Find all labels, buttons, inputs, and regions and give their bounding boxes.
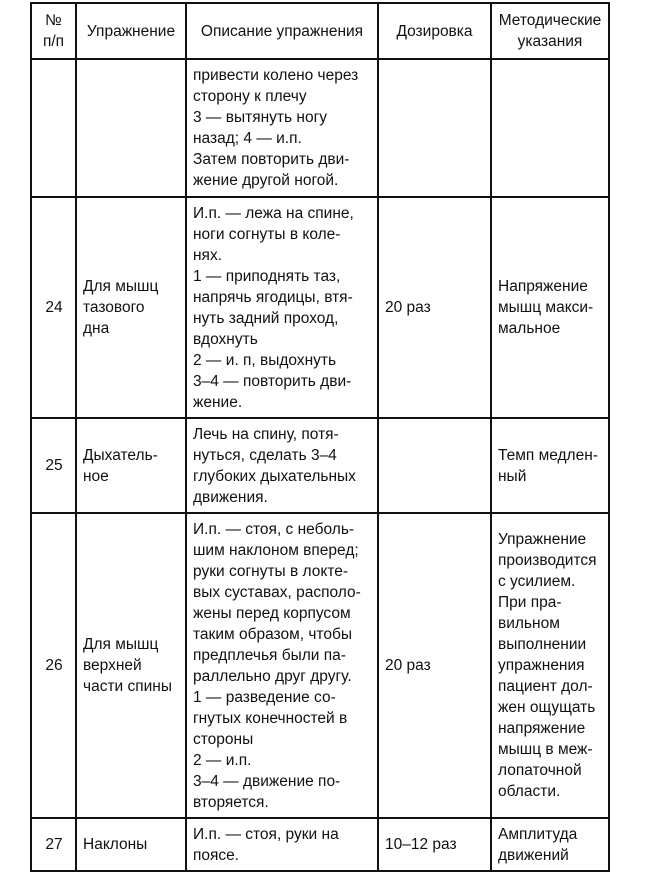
cell-number: 25 (31, 418, 76, 513)
cell-description-line: привести колено через (193, 67, 359, 84)
table-row (31, 59, 609, 197)
cell-notes-line: жен ощущать (498, 699, 596, 716)
cell-notes-line: При пра- (498, 594, 562, 611)
cell-notes-line: вильном (498, 615, 560, 632)
table-header-row (31, 3, 609, 59)
cell-notes-line: выполнении (498, 636, 587, 653)
table-row (31, 197, 609, 418)
cell-description-line: Лечь на спину, потя- (193, 425, 339, 443)
cell-description-line: И.п. — стоя, руки на (193, 825, 339, 843)
cell-notes-line: ный (498, 467, 527, 485)
cell-notes-line: движений (498, 846, 569, 864)
cell-description (186, 513, 378, 818)
cell-description-line: вых суставах, располо- (193, 583, 361, 601)
cell-notes-line: с усилием. (498, 573, 576, 590)
header-exercise: Упражнение (76, 3, 186, 59)
header-dosage: Дозировка (378, 3, 491, 59)
cell-notes-line: пациент дол- (498, 678, 593, 695)
cell-exercise-line: Для мышц (83, 278, 159, 295)
cell-description-line: И.п. — стоя, с неболь- (193, 520, 355, 538)
cell-description-line: глубоких дыхательных (193, 467, 356, 485)
cell-description-line: вторяется. (193, 793, 269, 811)
cell-description-line: 1 — приподнять таз, (193, 267, 341, 285)
cell-notes (491, 513, 609, 818)
cell-description-line: шим наклоном вперед; (193, 541, 359, 559)
cell-exercise-line: Наклоны (83, 836, 148, 853)
cell-number: 24 (31, 197, 76, 418)
cell-description-line: жение другой ногой. (193, 172, 339, 189)
cell-exercise (76, 418, 186, 513)
cell-description (186, 197, 378, 418)
cell-notes-line: мальное (498, 320, 561, 337)
cell-exercise (76, 818, 186, 871)
cell-description (186, 59, 378, 197)
cell-notes-line: мышц макси- (498, 299, 594, 316)
cell-notes (491, 418, 609, 513)
cell-notes-line: Напряжение (498, 278, 588, 295)
cell-description-line: раллельно друг другу. (193, 667, 352, 685)
cell-notes-line: упражнения (498, 657, 585, 674)
cell-exercise-line: тазового (83, 299, 145, 316)
cell-description (186, 818, 378, 871)
table-row (31, 818, 609, 871)
cell-notes-line: напряжение (498, 720, 586, 737)
cell-number: 26 (31, 513, 76, 818)
cell-description-line: жены перед корпусом (193, 604, 351, 622)
cell-description-line: И.п. — лежа на спине, (193, 204, 354, 222)
header-description: Описание упражнения (186, 3, 378, 59)
cell-notes-line: Амплитуда (498, 825, 578, 843)
cell-description-line: ноги согнуты в коле- (193, 225, 341, 243)
cell-exercise (76, 513, 186, 818)
cell-description-line: нуться, сделать 3–4 (193, 446, 337, 464)
cell-description-line: назад; 4 — и.п. (193, 130, 302, 147)
cell-dosage: 20 раз (378, 513, 491, 818)
cell-description-line: Затем повторить дви- (193, 151, 350, 168)
cell-description-line: сторону к плечу (193, 88, 307, 105)
cell-description (186, 418, 378, 513)
cell-description-line: стороны (193, 730, 254, 748)
cell-exercise (76, 197, 186, 418)
cell-description-line: движения. (193, 488, 268, 506)
cell-notes (491, 59, 609, 197)
exercise-table (30, 2, 610, 872)
cell-dosage (378, 59, 491, 197)
cell-description-line: 2 — и.п. (193, 751, 252, 769)
cell-number (31, 59, 76, 197)
header-number: № п/п (31, 3, 76, 59)
cell-description-line: 1 — разведение со- (193, 688, 336, 706)
cell-exercise-line: части спины (83, 678, 173, 695)
cell-description-line: 2 — и. п, выдохнуть (193, 351, 337, 369)
cell-description-line: поясе. (193, 846, 240, 864)
cell-description-line: 3 — вытянуть ногу (193, 109, 327, 126)
cell-dosage: 10–12 раз (378, 818, 491, 871)
cell-dosage: 20 раз (378, 197, 491, 418)
cell-notes-line: лопаточной (498, 762, 582, 779)
cell-description-line: руки согнуты в локте- (193, 562, 349, 580)
cell-notes-line: Темп медлен- (498, 446, 598, 464)
cell-description-line: нях. (193, 246, 223, 264)
cell-description-line: напрячь ягодицы, втя- (193, 288, 353, 306)
cell-exercise-line: верхней (83, 657, 142, 674)
cell-exercise (76, 59, 186, 197)
cell-description-line: таким образом, чтобы (193, 625, 352, 643)
header-notes: Методические указания (491, 3, 609, 59)
table-row (31, 418, 609, 513)
cell-notes (491, 818, 609, 871)
cell-dosage (378, 418, 491, 513)
cell-notes-line: области. (498, 783, 561, 800)
cell-description-line: 3–4 — повторить дви- (193, 372, 352, 390)
cell-exercise-line: дна (83, 320, 110, 337)
cell-description-line: жение. (193, 393, 243, 411)
cell-exercise-line: Для мышц (83, 636, 159, 653)
cell-notes-line: мышц в меж- (498, 741, 593, 758)
cell-notes-line: Упражнение (498, 531, 587, 548)
cell-exercise-line: ное (83, 467, 109, 485)
cell-notes (491, 197, 609, 418)
cell-description-line: 3–4 — движение по- (193, 772, 341, 790)
cell-number: 27 (31, 818, 76, 871)
cell-exercise-line: Дыхатель- (83, 446, 158, 464)
cell-description-line: предплечья были па- (193, 646, 346, 664)
cell-notes-line: производится (498, 552, 597, 569)
cell-description-line: нуть задний проход, (193, 309, 339, 327)
cell-description-line: вдохнуть (193, 330, 258, 348)
cell-description-line: гнутых конечностей в (193, 709, 348, 727)
table-row (31, 513, 609, 818)
